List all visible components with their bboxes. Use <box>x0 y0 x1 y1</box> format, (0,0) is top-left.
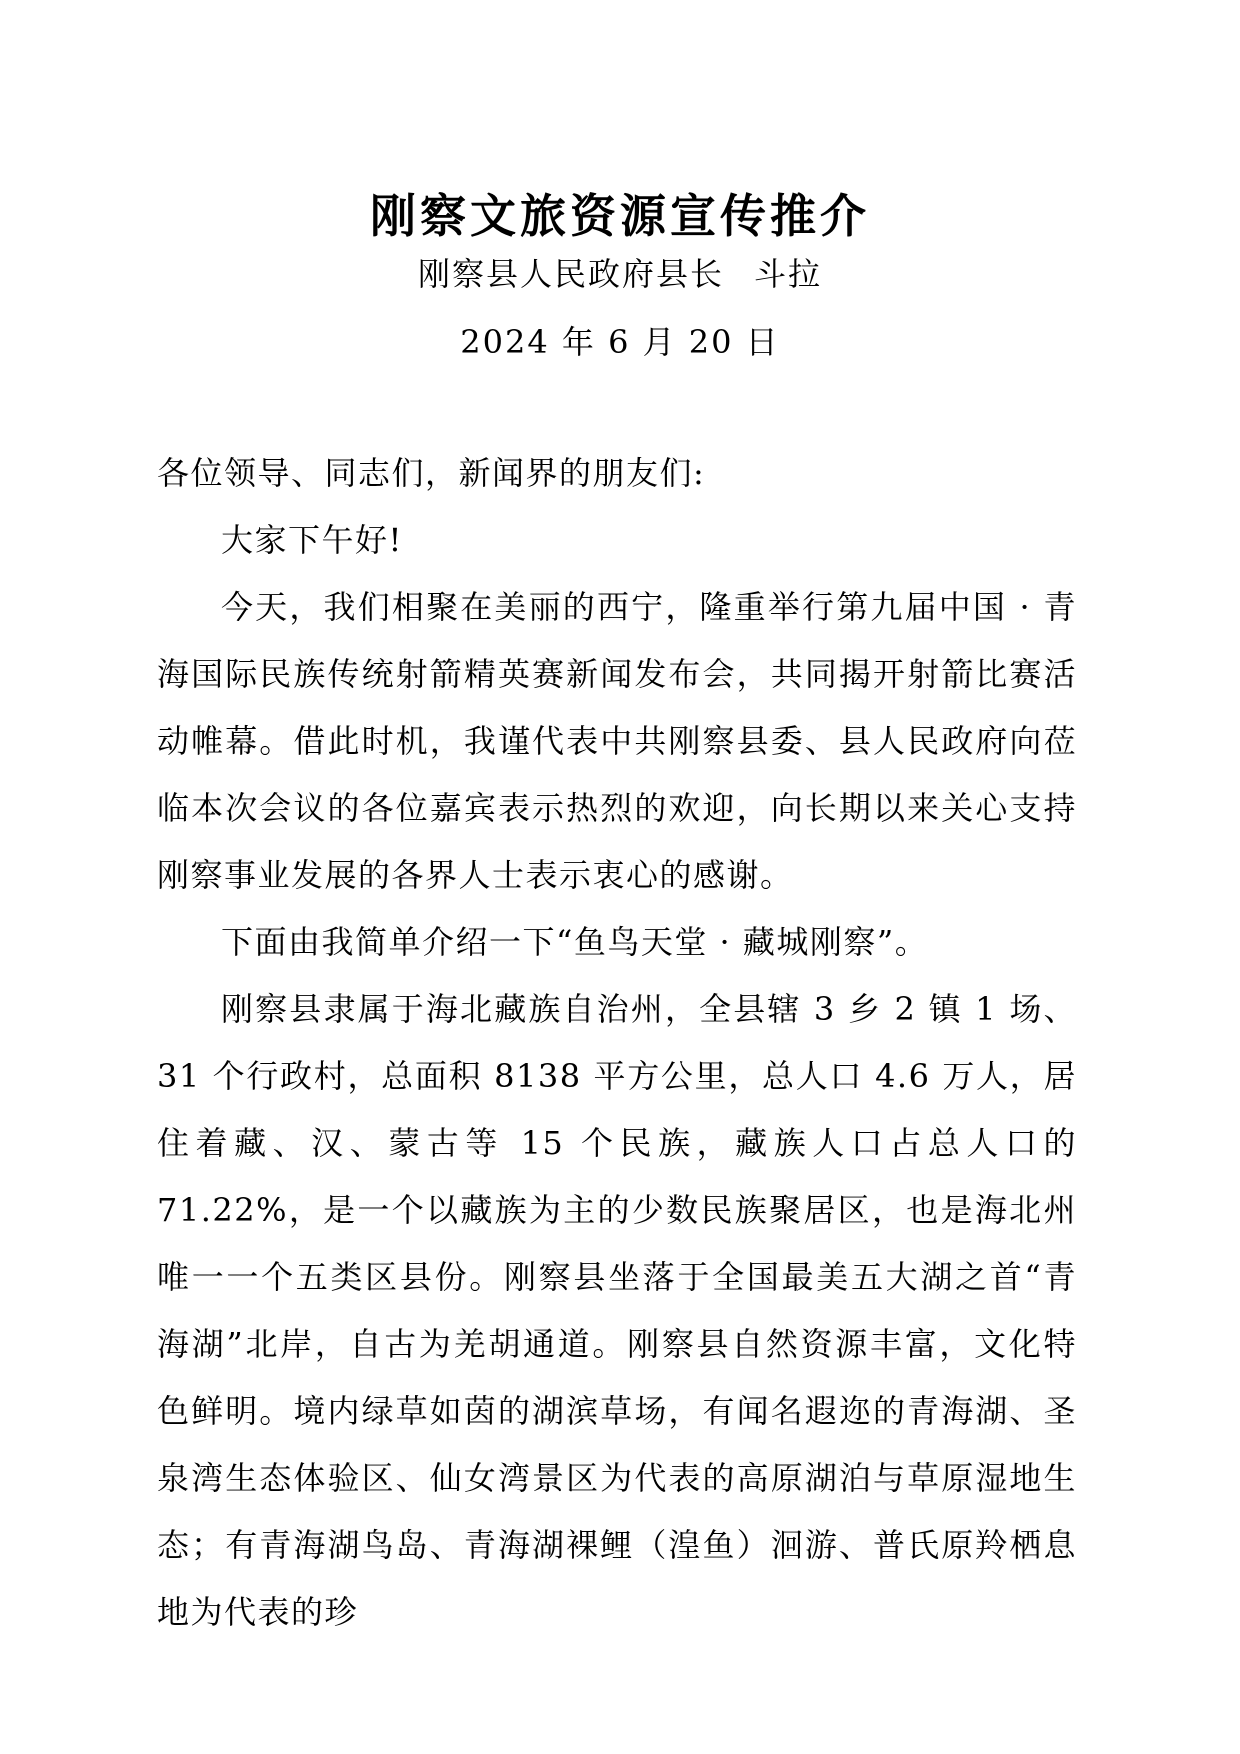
salutation: 各位领导、同志们，新闻界的朋友们: <box>157 454 706 492</box>
greeting: 大家下午好! <box>221 521 403 559</box>
body-paragraph: 刚察县隶属于海北藏族自治州，全县辖 3 乡 2 镇 1 场、31 个行政村，总面积 8138 平方公里，总人口 4.6 万人，居住着藏、汉、蒙古等 15 个民族，藏族人口占总人口的 71.22%，是一个以藏族为主的少数民族聚居区，也是海北州唯一一个五类区县份。刚察县坐落于全国最美五大湖之首“青海湖”北岸，自古为羌胡通道。刚察县自然资源丰富，文化特色鲜明。境内绿草如茵的湖滨草场，有闻名遐迩的青海湖、圣泉湾生态体验区、仙女湾景区为代表的高原湖泊与草原湿地生态；有青海湖鸟岛、青海湖裸鲤（湟鱼）洄游、普氏原羚栖息地为代表的珍 <box>157 990 1077 1631</box>
document-body <box>157 440 1077 1646</box>
author-role: 刚察县人民政府县长 <box>417 255 724 293</box>
document-date: 2024 年 6 月 20 日 <box>460 323 780 361</box>
body-paragraph: 下面由我简单介绍一下“鱼鸟天堂 · 藏城刚察”。 <box>221 923 929 961</box>
document-author <box>0 252 1240 296</box>
author-name: 斗拉 <box>754 255 823 293</box>
document-title: 刚察文旅资源宣传推介 <box>370 189 870 243</box>
body-paragraph: 今天，我们相聚在美丽的西宁，隆重举行第九届中国 · 青海国际民族传统射箭精英赛新闻发布会，共同揭开射箭比赛活动帷幕。借此时机，我谨代表中共刚察县委、县人民政府向莅临本次会议的各位嘉宾表示热烈的欢迎，向长期以来关心支持刚察事业发展的各界人士表示衷心的感谢。 <box>157 588 1077 894</box>
